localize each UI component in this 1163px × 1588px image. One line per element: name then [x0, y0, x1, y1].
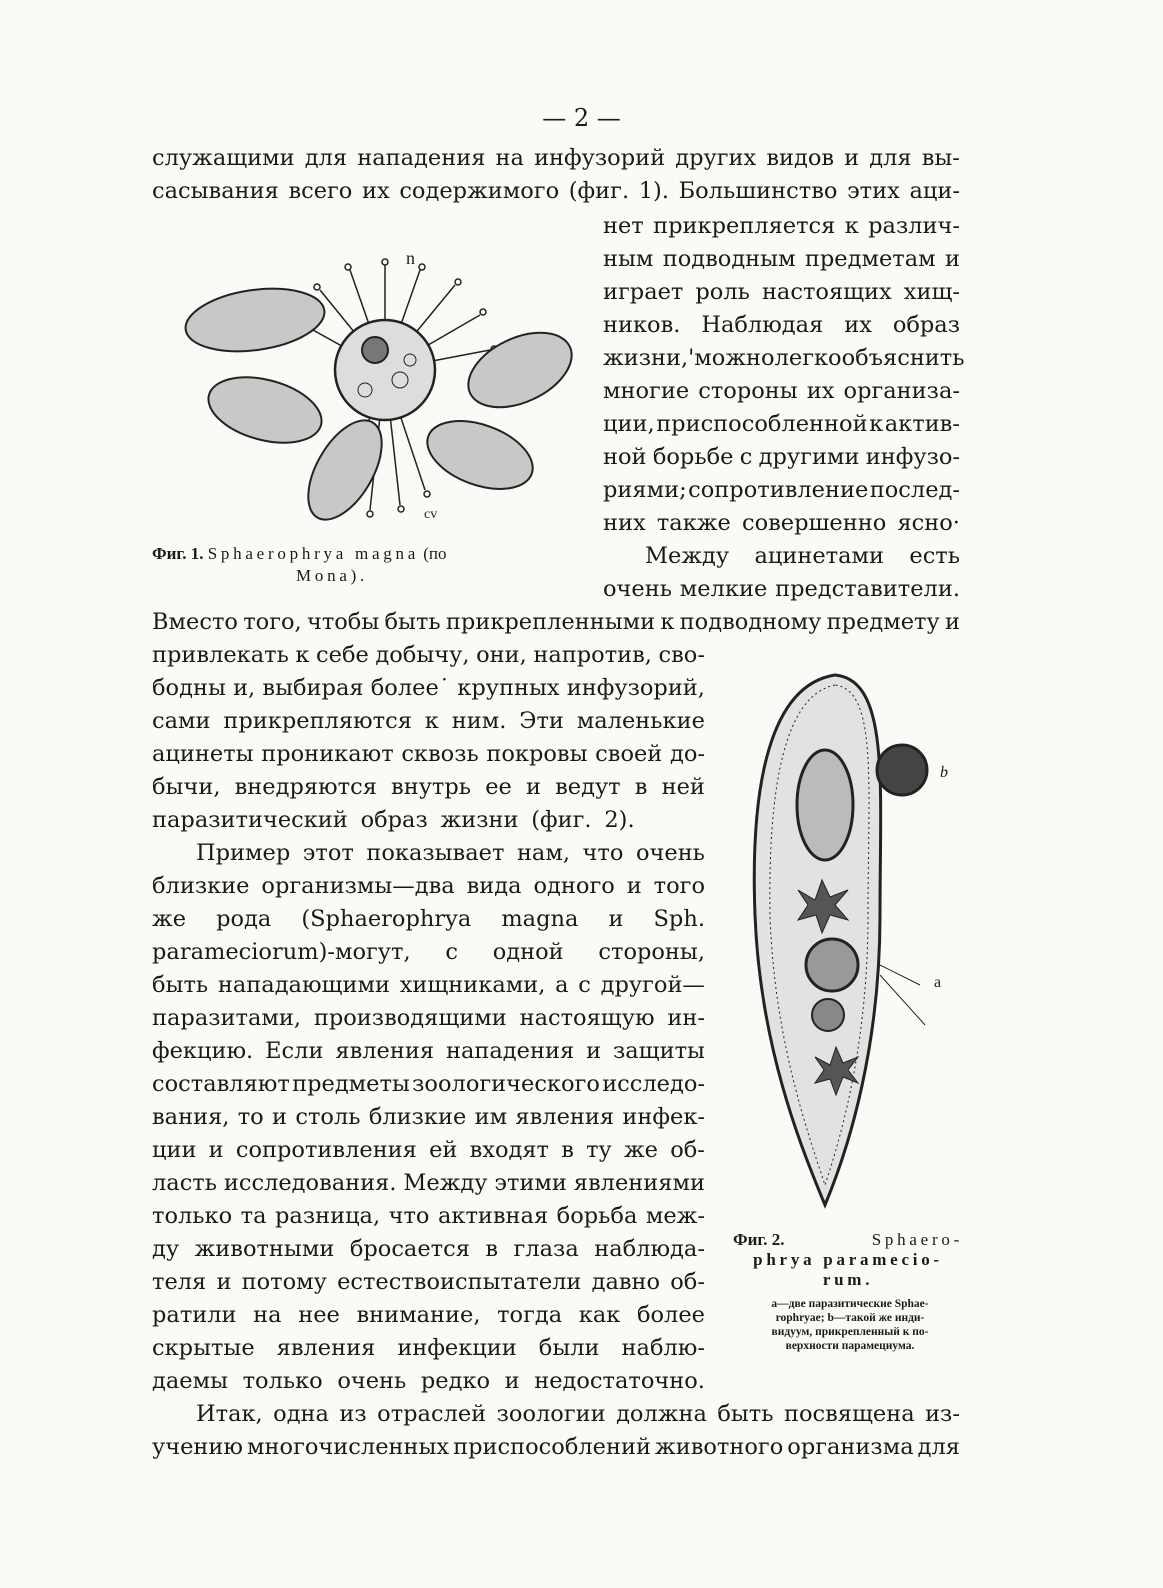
figure-1-illustration: [160, 240, 580, 540]
fig2-parasite-b: [877, 745, 927, 795]
page-number: — 2 —: [542, 104, 621, 132]
fig1-caption-source: Mona).: [296, 566, 369, 585]
text-line: многие стороны их организа-: [603, 378, 960, 404]
text-line: вания, то и столь близкие им явления инфек-: [152, 1104, 705, 1130]
text-line: Итак, одна из отраслей зоологии должна быть посвящена из-: [196, 1401, 960, 1427]
text-line: Пример этот показывает нам, что очень: [196, 840, 705, 866]
fig2-note: a—две паразитические Sphae- rophryae; b—такой же инди- видуум, прикрепленный к по- верхности парамециума.: [771, 1298, 929, 1352]
text-line: риями; сопротивление послед-: [603, 477, 960, 503]
text-line: учению многочисленных приспособлений животного организма для: [152, 1434, 960, 1460]
text-line: теля и потому естествоиспытатели давно об-: [152, 1269, 705, 1295]
text-line: Вместо того, чтобы быть прикрепленными к подводному предмету и: [152, 609, 960, 635]
text-line: ным подводным предметам и: [603, 246, 960, 272]
text-line: фекцию. Если явления нападения и защиты: [152, 1038, 705, 1064]
fig2-label-a: a: [934, 974, 942, 991]
text-line: нет прикрепляется к различ-: [603, 213, 960, 239]
text-line: играет роль настоящих хищ-: [603, 279, 960, 305]
text-line: ной борьбе с другими инфузо-: [603, 444, 960, 470]
text-line: ников. Наблюдая их образ: [603, 312, 960, 338]
text-line: ласть исследования. Между этими явлениями: [152, 1170, 705, 1196]
text-line: только та разница, что активная борьба меж-: [152, 1203, 705, 1229]
text-line: сасывания всего их содержимого (фиг. 1). Большинство этих аци-: [152, 178, 960, 204]
fig1-label-n: n: [406, 248, 415, 268]
text-line: них также совершенно ясно·: [603, 510, 960, 536]
fig2-caption: Фиг. 2. Sphaero- phrya paramecio- rum.: [733, 1230, 963, 1289]
text-line: Между ацинетами есть: [645, 543, 960, 569]
text-line: близкие организмы—два вида одного и того: [152, 873, 705, 899]
fig1-caption: Фиг. 1. Sphaerophrya magna (по: [152, 544, 447, 563]
text-line: даемы только очень редко и недостаточно.: [152, 1368, 705, 1394]
text-line: ции и сопротивления ей входят в ту же об-: [152, 1137, 705, 1163]
text-line: parameciorum)-могут, с одной стороны,: [152, 939, 705, 965]
fig2-label-b: b: [940, 764, 948, 781]
text-line: бодны и, выбирая более˙ крупных инфузорий,: [152, 675, 705, 701]
fig2-parasite-a: [806, 939, 858, 991]
text-line: сами прикрепляются к ним. Эти маленькие: [152, 708, 705, 734]
text-line: ратили на нее внимание, тогда как более: [152, 1302, 705, 1328]
text-line: очень мелкие представители.: [603, 576, 960, 602]
figure-2-illustration: [740, 665, 970, 1215]
text-line: паразитический образ жизни (фиг. 2).: [152, 807, 635, 833]
text-line: служащими для нападения на инфузорий других видов и для вы-: [152, 145, 960, 171]
text-line: привлекать к себе добычу, они, напротив, сво-: [152, 642, 705, 668]
text-line: ацинеты проникают сквозь покровы своей до-: [152, 741, 705, 767]
text-line: быть нападающими хищниками, а с другой—: [152, 972, 705, 998]
text-line: паразитами, производящими настоящую ин-: [152, 1005, 705, 1031]
fig1-label-cv: cv: [424, 507, 438, 522]
text-line: ду животными бросается в глаза наблюда-: [152, 1236, 705, 1262]
text-line: скрытые явления инфекции были наблю-: [152, 1335, 705, 1361]
text-line: бычи, внедряются внутрь ее и ведут в ней: [152, 774, 705, 800]
text-line: ции, приспособленной к актив-: [603, 411, 960, 437]
fig1-central-cell: [335, 320, 435, 420]
text-line: же рода (Sphaerophrya magna и Sph.: [152, 906, 705, 932]
text-line: составляют предметы зоологического исследо-: [152, 1071, 705, 1097]
text-line: жизни,'можно легко объяснить: [603, 345, 965, 371]
